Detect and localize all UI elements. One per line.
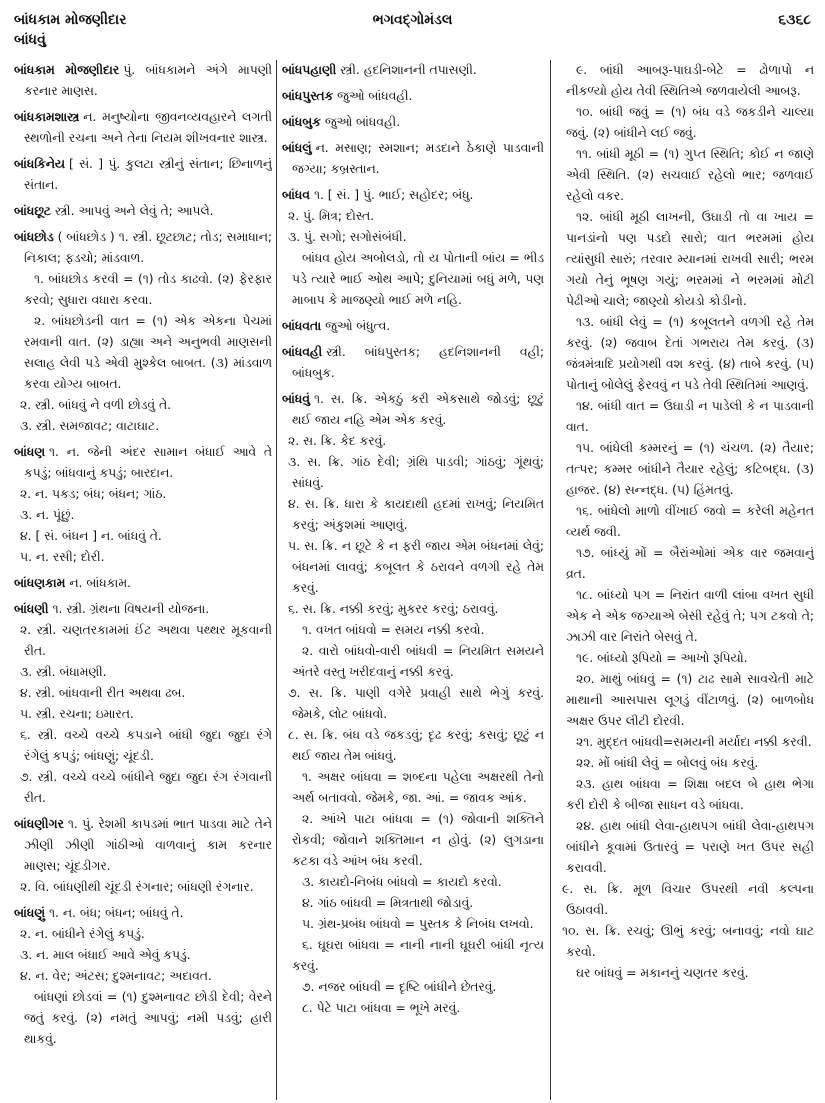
dictionary-entry [14, 573, 272, 594]
definition-text: સ્ત્રી. હદનિશાનની તપાસણી. [340, 63, 477, 77]
headword: બાંધણું [14, 906, 45, 920]
page-header [14, 10, 811, 54]
entry-sense [14, 416, 272, 437]
definition-text: ૪. ન. વેર; અંટસ; દુશ્મનાવટ; અદાવત. [20, 969, 212, 983]
entry-sense [282, 725, 544, 767]
headword: બાંધછૂટ [14, 204, 51, 218]
definition-text: ૩. ન. પૂંછું. [20, 508, 75, 522]
definition-text: ૪. સ્ત્રી. બાંધવાની રીત અથવા ઢબ. [20, 686, 186, 700]
definition-text: સ્ત્રી. બાંધપુસ્તક; હદનિશાનની વહી; બાંધબુક. [292, 345, 544, 380]
definition-text: ( બાંધછોડ ) ૧. સ્ત્રી. છૂટછાટ; તોડ; સમાધાન; નિકાલ; ફડચો; માંડવાળ. [24, 230, 272, 265]
entry-idiom [556, 648, 814, 669]
entry-idiom [282, 998, 544, 1019]
headword: બાંધવહી [282, 345, 323, 359]
definition-text: ૧. અક્ષર બાંધવા = શબ્દના પહેલા અક્ષરથી તેનો અર્થ બતાવવો. જેમકે, જા. આં. = જાવક આંક. [292, 770, 544, 805]
entry-idiom [14, 311, 272, 395]
entry-idiom [282, 977, 544, 998]
entry-idiom [282, 620, 544, 641]
dictionary-entry [14, 107, 272, 149]
definition-text: સ્ત્રી. આપવું અને લેવું તે; આપલે. [54, 204, 214, 218]
entry-idiom [556, 774, 814, 816]
entry-idiom [282, 872, 544, 893]
entry-idiom [556, 438, 814, 501]
running-title: ભગવદ્ગોમંડલ [372, 12, 453, 28]
definition-text: જુઓ બાંધવહી. [337, 89, 413, 103]
entry-idiom [556, 144, 814, 207]
definition-text: ૧. [ સં. ] પું. ભાઈ; સહોદર; બંધુ. [313, 188, 474, 202]
entry-sense [14, 484, 272, 505]
definition-text: ૬. ઘૂઘરા બાંધવા = નાની નાની ઘૂઘરી બાંધી નૃત્ય કરવું. [292, 938, 544, 973]
definition-text: ૧. સ્ત્રી. ગ્રંથના વિષયની યોજના. [52, 602, 210, 616]
entry-idiom [282, 248, 544, 311]
definition-text: ૨. સ્ત્રી. બાંધવું ને વળી છોડવું તે. [20, 398, 172, 412]
entry-sense [282, 536, 544, 599]
definition-text: ૧૧. બાંધી મૂઠી = (૧) ગુપ્ત સ્થિતિ; કોઈ ન જાણે એવી સ્થિતિ. (૨) સચવાઈ રહેલો ભાર; જળવાઈ રહેલો વકર. [566, 147, 814, 203]
entry-idiom [556, 543, 814, 585]
definition-text: ૧. ન. જેની અંદર સામાન બંધાઈ આવે તે કપડું; બાંધવાનું કપડું; બારદાન. [24, 445, 272, 480]
definition-text: ૩. સ્ત્રી. બંધામણી. [20, 665, 107, 679]
definition-text: ૩. ન. માલ બંધાઈ આવે એવું કપડું. [20, 948, 191, 962]
dictionary-entry [282, 342, 544, 384]
entry-idiom [282, 767, 544, 809]
page-number: ૬૩૬૮ [778, 12, 811, 28]
definition-text: ૧૪. બાંધી વાત = ઉઘાડી ન પાડેલી કે ન પાડવાની વાત. [566, 399, 814, 434]
definition-text: ૨. ન. બાંધીને રંગેલું કપડું. [20, 927, 145, 941]
definition-text: ૨. આંખે પાટા બાંધવા = (૧) જોવાની શક્તિને રોકવી; જોવાને શક્તિમાન ન હોવું. (૨) લુગડાના કટકા વડે આંખ બંધ કરવી. [292, 812, 544, 868]
guide-word-first: બાંધકામ મોજણીદાર [14, 12, 127, 28]
entry-sense [14, 526, 272, 547]
definition-text: ૨. સ્ત્રી. ચણતરકામમાં ઈંટ અથવા પથ્થર મૂકવાની રીત. [20, 623, 272, 658]
definition-text: ૧. ન. બંધ; બંધન; બાંધવું તે. [49, 906, 184, 920]
headword: બાંધવું [282, 392, 310, 406]
definition-text: ૨. સ. ક્રિ. કેદ કરવું. [288, 434, 387, 448]
definition-text: ૬. સ્ત્રી. વચ્ચે વચ્ચે કપડાને બાંધી જુદા જુદા રંગે રંગેલું કપડું; બાંધણું; ચૂંદડી. [20, 728, 272, 763]
entry-idiom [556, 60, 814, 102]
entry-sense [14, 725, 272, 767]
entry-sense [282, 683, 544, 725]
entry-idiom [556, 396, 814, 438]
guide-word-last: બાંધવું [14, 32, 46, 48]
entry-idiom [556, 963, 814, 984]
headword: બાંધણ [14, 445, 45, 459]
dictionary-entry [14, 599, 272, 620]
entry-sense [282, 431, 544, 452]
headword: બાંધછોડ [14, 230, 54, 244]
headword: બાંધવતા [282, 319, 322, 333]
entry-idiom [556, 816, 814, 879]
entry-sense [14, 924, 272, 945]
definition-text: ૧. પું. રેશમી કાપડમાં ભાત પાડવા માટે તેને ઝીણી ઝીણી ગાંઠીઓ વાળવાનું કામ કરનાર માણસ; ચૂંદડીગર. [24, 817, 272, 873]
definition-text: ૨૪. હાથ બાંધી લેવા-હાથપગ બાંધી લેવા-હાથપગ બાંધીને કૂવામાં ઉતારવું = પરાણે ખત ઉપર સહી કરાવવી. [566, 819, 814, 875]
entry-idiom [282, 914, 544, 935]
dictionary-entry [14, 60, 272, 102]
entry-sense [282, 206, 544, 227]
entry-sense [14, 505, 272, 526]
entry-sense [556, 879, 814, 921]
definition-text: ૩. કાયદો-નિબંધ બાંધવો = કાયદો કરવો. [302, 875, 502, 889]
column-divider [276, 60, 277, 1100]
definition-text: ન. મનુષ્યોના જીવનવ્યવહારને લગતી સ્થળોની રચના અને તેના નિયમ શીખવનાર શાસ્ત્ર. [24, 110, 272, 145]
definition-text: ૧૦. બાંધી જવું = (૧) બંધ વડે જકડીને ચાલ્યા જવું. (૨) બાંધીને લઈ જવું. [566, 105, 814, 140]
headword: બાંધપહાણી [282, 63, 337, 77]
definition-text: ૧૬. બાંધેલો માળો વીંખાઈ જવો = કરેલી મહેનત વ્યર્થ જવી. [566, 504, 814, 539]
dictionary-entry [282, 389, 544, 431]
dictionary-entry [14, 814, 272, 877]
definition-text: ૧૯. બાંધ્યો રૂપિયો = આખો રૂપિયો. [576, 651, 748, 665]
definition-text: બાંધવ હોય અબોલડો, તો ય પોતાની બાંય = ભીડ પડે ત્યારે ભાઈ ઓથ આપે; દુનિયામાં બધું મળે, પણ માબાપ કે માજણ્યો ભાઈ મળે નહિ. [292, 251, 544, 307]
definition-text: ૨. બાંધછોડની વાત = (૧) એક એકના પેચમાં રમવાની વાત. (૨) ડાહ્યા અને અનુભવી માણસની સલાહ લેવી પડે એવી મુશ્કેલ બાબત. (૩) માંડવાળ કરવા યોગ્ય બાબત. [24, 314, 272, 391]
definition-text: ૨૧. મુદ્દત બાંધવી=સમયની મર્યાદા નક્કી કરવી. [576, 735, 812, 749]
definition-text: ૩. પું. સગો; સગોસંબંધી. [288, 230, 407, 244]
definition-text: ૨. ન. પકડ; બંધ; બંધન; ગાંઠ. [20, 487, 167, 501]
dictionary-entry [282, 138, 544, 180]
definition-text: ૭. સ્ત્રી. વચ્ચે વચ્ચે બાંધીને જુદા જુદા રંગ રંગવાની રીત. [20, 770, 272, 805]
entry-sense [14, 395, 272, 416]
entry-idiom [282, 893, 544, 914]
definition-text: ૫. સ્ત્રી. રચના; ઇમારત. [20, 707, 134, 721]
headword: બાંધપુસ્તક [282, 89, 334, 103]
definition-text: ઘર બાંધવું = મકાનનું ચણતર કરવું. [576, 966, 749, 980]
entry-idiom [282, 641, 544, 683]
entry-sense [14, 704, 272, 725]
entry-sense [14, 966, 272, 987]
entry-sense [282, 452, 544, 494]
entry-sense [14, 662, 272, 683]
entry-sense [14, 620, 272, 662]
entry-idiom [556, 732, 814, 753]
definition-text: ૨. પું. મિત્ર; દોસ્ત. [288, 209, 375, 223]
entry-sense [282, 599, 544, 620]
definition-text: ૧. બાંધછોડ કરવી = (૧) તોડ કાઢવો. (૨) ફેરફાર કરવો; સુધારા વધારા કરવા. [24, 272, 272, 307]
dictionary-entry [14, 227, 272, 269]
dictionary-entry [282, 316, 544, 337]
definition-text: ૭. નજર બાંધવી = દૃષ્ટિ બાંધીને છેતરવું. [302, 980, 497, 994]
definition-text: ૯. સ. ક્રિ. મૂળ વિચાર ઉપરથી નવી કલ્પના ઉઠાવવી. [562, 882, 814, 917]
dictionary-entry [14, 903, 272, 924]
headword: બાંધકામ મોજણીદાર [14, 63, 120, 77]
definition-text: ૪. સ. ક્રિ. ધારા કે કાયદાથી હદમાં રાખવું; નિયમિત કરવું; અંકુશમાં આણવું. [288, 497, 544, 532]
dictionary-entry [14, 201, 272, 222]
definition-text: ૨. વિ. બાંધણીથી ચૂંદડી રંગનાર; બાંધણી રંગનાર. [20, 880, 254, 894]
entry-idiom [14, 269, 272, 311]
entry-idiom [14, 987, 272, 1050]
definition-text: ૩. સ. ક્રિ. ગાંઠ દેવી; ગ્રંથિ પાડવી; ગાંઠવું; ગૂંથવું; સાંધવું. [288, 455, 544, 490]
definition-text: ન. બાંધકામ. [69, 576, 131, 590]
entry-idiom [556, 207, 814, 312]
headword: બાંધબુક [282, 115, 321, 129]
entry-idiom [282, 935, 544, 977]
entry-idiom [556, 669, 814, 732]
headword: બાંધણીગર [14, 817, 64, 831]
entry-sense [282, 494, 544, 536]
dictionary-entry [282, 86, 544, 107]
headword: બાંધકિનેય [14, 157, 65, 171]
entry-idiom [556, 585, 814, 648]
definition-text: ૧. સ. ક્રિ. એકઠું કરી એકસાથે જોડવું; છૂટું થઈ જાય નહિ એમ એક કરવું. [292, 392, 544, 427]
definition-text: ૮. પેટે પાટા બાંધવા = ભૂખે મરવું. [302, 1001, 461, 1015]
entry-sense [14, 547, 272, 568]
entry-idiom [556, 102, 814, 144]
headword: બાંધવ [282, 188, 310, 202]
definition-text: ૫. ગ્રંથ-પ્રબંધ બાંધવો = પુસ્તક કે નિબંધ લખવો. [302, 917, 534, 931]
entry-sense [14, 767, 272, 809]
definition-text: ૧૫. બાંધેલી કમ્મરનું = (૧) ચંચળ. (૨) તૈયાર; તત્પર; કમ્મર બાંધીને તૈયાર રહેલું; કટિબદ્ધ. (૩) હાજર. (૪) સન્નદ્ધ. (૫) હિંમતવું. [566, 441, 814, 497]
headword: બાંધકામશાસ્ત્ર [14, 110, 80, 124]
entry-sense [14, 877, 272, 898]
column-divider [550, 60, 551, 1100]
dictionary-entry [282, 60, 544, 81]
dictionary-entry [282, 112, 544, 133]
definition-text: ૬. સ. ક્રિ. નક્કી કરવું; મુકરર કરવું; ઠરાવવું. [288, 602, 499, 616]
definition-text: ૩. સ્ત્રી. સમજાવટ; વાટાઘાટ. [20, 419, 160, 433]
dictionary-entry [282, 185, 544, 206]
entry-sense [14, 683, 272, 704]
definition-text: ૧૨. બાંધી મૂઠી લાખની, ઉઘાડી તો વા ખાય = પાનડાંનો પણ પડદો સારો; વાત ભરમમાં હોય ત્યાંસુધી સારું; તરવાર મ્યાનમાં રાખવી સારી; ભરમ ગયો તેનું ભૂષણ ગયું; ભરમમાં ને ભરમમાં મોટી પેઢીઓ ચાલે; જાણ્યો કોયડો કોડીનો. [566, 210, 814, 308]
definition-text: ૪. [ સં. બંધન ] ન. બાંધવું તે. [20, 529, 162, 543]
definition-text: ન. મસાણ; સ્મશાન; મડદાને ઠેકાણે પાડવાની જગ્યા; કબ્રસ્તાન. [292, 141, 544, 176]
definition-text: [ સં. ] પું. કુલટા સ્ત્રીનું સંતાન; છિનાળનું સંતાન. [24, 157, 272, 192]
definition-text: ૫. ન. રસી; દોરી. [20, 550, 105, 564]
definition-text: ૨૩. હાથ બાંધવા = શિક્ષા બદલ બે હાથ ભેગા કરી દોરી કે બીજા સાધન વડે બાંધવા. [566, 777, 814, 812]
definition-text: બાંધણાં છોડવાં = (૧) દુશ્મનાવટ છોડી દેવી; વેરને જતું કરવું. (૨) નમતું આપવું; નમી પડવું; હારી થાકવું. [24, 990, 272, 1046]
headword: બાંધણી [14, 602, 49, 616]
definition-text: ૯. બાંધી આબરૂ-પાઘડી-બેટે = ઢોળાપો ન નીકળ્યો હોય તેવી સ્થિતિએ જળવાયેલી આબરૂ. [566, 63, 814, 98]
definition-text: ૨૦. માથું બાંધવું = (૧) ટાઢ સામે સાવચેતી માટે માથાની આસપાસ લૂગડું વીંટાળવું. (૨) બાળબોધ અક્ષર ઉપર લીટી દોરવી. [566, 672, 814, 728]
entry-sense [556, 921, 814, 963]
definition-text: ૨. વારો બાંધવો-વારી બાંધવી = નિયમિત સમયને અંતરે વસ્તુ ખરીદવાનું નક્કી કરવું. [292, 644, 544, 679]
definition-text: ૧૮. બાંધ્યો પગ = નિરાંત વાળી લાંબા વખત સુધી એક ને એક જગ્યાએ બેસી રહેવું તે; પગ ટકવો તે; ઝાઝી વાર નિરાંતે બેસવું તે. [566, 588, 814, 644]
definition-text: જુઓ બાંધવહી. [324, 115, 401, 129]
definition-text: ૧૩. બાંધી લેવું = (૧) કબૂલતને વળગી રહે તેમ કરવું. (૨) જવાબ દેતાં ગભરાય તેમ કરવું. (૩) જંત્રમંત્રાદિ પ્રયોગથી વશ કરવું. (૪) તાબે કરવું. (૫) પોતાનું બોલેલું ફેરવવું ન પડે તેવી સ્થિતિમાં આણવું. [566, 315, 814, 392]
column-2 [282, 60, 544, 1100]
entry-idiom [556, 312, 814, 396]
entry-sense [282, 227, 544, 248]
definition-text: ૧૦. સ. ક્રિ. રચવું; ઊભું કરવું; બનાવવું; નવો ઘાટ કરવો. [562, 924, 814, 959]
definition-text: ૮. સ. ક્રિ. બંધ વડે જકડવું; દૃઢ કરવું; કસવું; છૂટું ન થઈ જાય તેમ બાંધવું. [288, 728, 544, 763]
dictionary-entry [14, 154, 272, 196]
definition-text: ૫. સ. ક્રિ. ન છૂટે કે ન ફરી જાય એમ બંધનમાં લેવું; બંધનમાં લાવવું; કબૂલત કે ઠરાવને વળગી રહે તેમ કરવું. [288, 539, 544, 595]
definition-text: ૨૨. મોં બાંધી લેવું = બોલવું બંધ કરવું. [576, 756, 759, 770]
definition-text: પું. બાંધકામને અંગે માપણી કરનાર માણસ. [24, 63, 272, 98]
definition-text: જુઓ બંધુત્વ. [325, 319, 391, 333]
entry-sense [14, 945, 272, 966]
column-1 [14, 60, 272, 1100]
entry-idiom [556, 753, 814, 774]
definition-text: ૧. વખત બાંધવો = સમય નક્કી કરવો. [302, 623, 485, 637]
definition-text: ૭. સ. ક્રિ. પાણી વગેરે પ્રવાહી સાથે ભેગું કરવું. જેમકે, લોટ બાંધવો. [288, 686, 544, 721]
definition-text: ૧૭. બાંધ્યું મોં = બૈરાંઓમાં એક વાર જમવાનું વ્રત. [566, 546, 814, 581]
column-3 [556, 60, 814, 1100]
dictionary-entry [14, 442, 272, 484]
entry-idiom [282, 809, 544, 872]
entry-idiom [556, 501, 814, 543]
headword: બાંધણકામ [14, 576, 66, 590]
headword: બાંધલું [282, 141, 312, 155]
definition-text: ૪. ગાંઠ બાંધવી = મિત્રતાથી જોડાવું. [302, 896, 474, 910]
